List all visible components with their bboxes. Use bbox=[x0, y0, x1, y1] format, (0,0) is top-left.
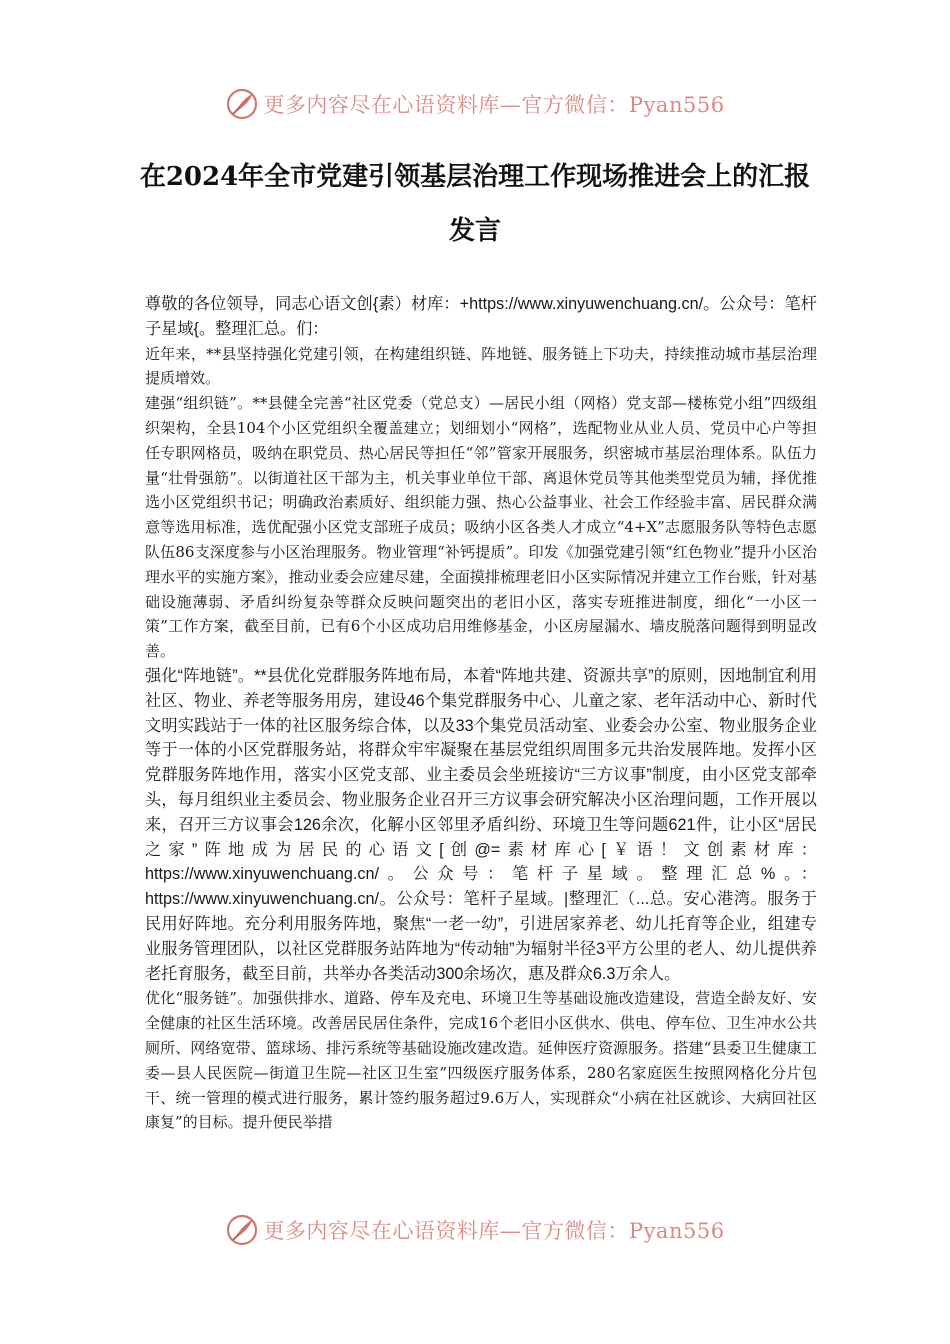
paragraph-greeting: 尊敬的各位领导，同志心语文创{素）材库：+https://www.xinyuwenchuang.cn/。公众号：笔杆子星域{。整理汇总。们： bbox=[145, 295, 817, 338]
header-banner bbox=[0, 84, 950, 124]
paragraph-position-chain: 强化“阵地链”。**县优化党群服务阵地布局，本着“阵地共建、资源共享”的原则，因地制宜利用社区、物业、养老等服务用房，建设46个集党群服务中心、儿童之家、老年活动中心、新时代文明实践站于一体的社区服务综合体，以及33个集党员活动室、业委会办公室、物业服务企业等于一体的小区党群服务站，将群众牢牢凝聚在基层党组织周围多元共治发展阵地。发挥小区党群服务阵地作用，落实小区党支部、业主委员会坐班接访“三方议事”制度，由小区党支部牵头，每月组织业主委员会、物业服务企业召开三方议事会研究解决小区治理问题，工作开展以来，召开三方议事会126余次，化解小区邻里矛盾纠纷、环境卫生等问题621件，让小区“居民之家”阵地成为居民的心语文[创@=素材库心[￥语！文创素材库：https://www.xinyuwenchuang.cn/。公众号：笔杆子星域。整理汇总%。：https://www.xinyuwenchuang.cn/。公众号：笔杆子星域。|整理汇（...总。安心港湾。服务于民用好阵地。充分利用服务阵地，聚焦“一老一幼”，引进居家养老、幼儿托育等企业，组建专业服务管理团队，以社区党群服务站阵地为“传动轴”为辐射半径3平方公里的老人、幼儿提供养老托育服务，截至目前，共举办各类活动300余场次，惠及群众6.3万余人。 bbox=[145, 666, 817, 983]
banner-text: 更多内容尽在心语资料库—官方微信：Pyan556 bbox=[263, 93, 725, 117]
footer-banner bbox=[0, 1210, 950, 1250]
paragraph-organization-chain: 建强“组织链”。**县健全完善“社区党委（党总支）—居民小组（网格）党支部—楼栋党小组”四级组织架构，全县104个小区党组织全覆盖建立；划细划小“网格”，选配物业从业人员、党员中心户等担任专职网格员，吸纳在职党员、热心居民等担任“邻”管家开展服务，织密城市基层治理体系。队伍力量“壮骨强筋”。以街道社区干部为主，机关事业单位干部、离退休党员等其他类型党员为辅，择优推选小区党组织书记；明确政治素质好、组织能力强、热心公益事业、社会工作经验丰富、居民群众满意等选用标准，选优配强小区党支部班子成员；吸纳小区各类人才成立“4+X”志愿服务队等特色志愿队伍86支深度参与小区治理服务。物业管理“补钙提质”。印发《加强党建引领“红色物业”提升小区治理水平的实施方案》，推动业委会应建尽建，全面摸排梳理老旧小区实际情况并建立工作台账，针对基础设施薄弱、矛盾纠纷复杂等群众反映问题突出的老旧小区，落实专班推进制度，细化“一小区一策”工作方案，截至目前，已有6个小区成功启用维修基金，小区房屋漏水、墙皮脱落问题得到明显改善。 bbox=[145, 394, 817, 661]
document-title: 在2024年全市党建引领基层治理工作现场推进会上的汇报发言 bbox=[139, 162, 811, 246]
banner-text: 更多内容尽在心语资料库—官方微信：Pyan556 bbox=[263, 1219, 725, 1243]
paragraph-intro: 近年来，**县坚持强化党建引领，在构建组织链、阵地链、服务链上下功夫，持续推动城市基层治理提质增效。 bbox=[145, 344, 817, 388]
quill-logo-icon bbox=[225, 1213, 259, 1247]
document-body bbox=[145, 292, 817, 1135]
quill-logo-icon bbox=[225, 87, 259, 121]
paragraph-service-chain: 优化“服务链”。加强供排水、道路、停车及充电、环境卫生等基础设施改造建设，营造全龄友好、安全健康的社区生活环境。改善居民居住条件，完成16个老旧小区供水、供电、停车位、卫生冲水公共厕所、网络宽带、篮球场、排污系统等基础设施改建改造。延伸医疗资源服务。搭建“县委卫生健康工委—县人民医院—街道卫生院—社区卫生室”四级医疗服务体系，280名家庭医生按照网格化分片包干、统一管理的模式进行服务，累计签约服务超过9.6万人，实现群众“小病在社区就诊、大病回社区康复”的目标。提升便民举措 bbox=[145, 989, 817, 1132]
